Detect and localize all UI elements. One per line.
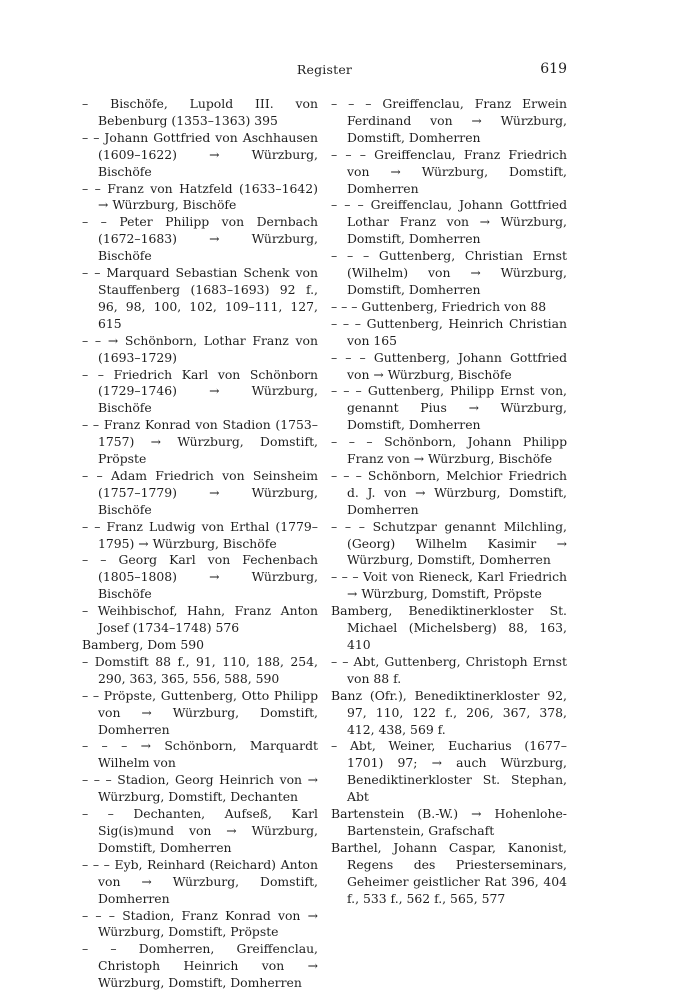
index-column-left [82, 96, 318, 992]
index-entry: – – Dechanten, Aufseß, Karl Sig(is)mund von → Würzburg, Domstift, Domherren [82, 806, 318, 855]
index-entry: – – → Schönborn, Lothar Franz von (1693–1729) [82, 332, 318, 365]
index-heading-entry: Banz (Ofr.), Benediktinerkloster 92, 97, 110, 122 f., 206, 367, 378, 412, 438, 569 f. [331, 687, 567, 737]
index-entry: – Abt, Weiner, Eucharius (1677–1701) 97; → auch Würzburg, Benediktinerkloster St. Stephan, Abt [331, 738, 567, 805]
index-entry: – – – Guttenberg, Friedrich von 88 [331, 298, 547, 314]
index-entry: – – Friedrich Karl von Schönborn (1729–1746) → Würzburg, Bischöfe [82, 366, 318, 416]
index-entry: – – – Guttenberg, Johann Gottfried von → Würzburg, Bischöfe [331, 349, 567, 382]
index-entry: – – – Stadion, Georg Heinrich von → Würzburg, Domstift, Dechanten [82, 772, 318, 805]
index-entry: – – Franz Ludwig von Erthal (1779–1795) → Würzburg, Bischöfe [82, 518, 318, 551]
running-title: Register [296, 62, 353, 77]
index-entry: – – Franz von Hatzfeld (1633–1642) → Würzburg, Bischöfe [82, 180, 318, 213]
index-heading-entry: Bamberg, Dom 590 [82, 637, 204, 652]
index-entry: – – – Guttenberg, Heinrich Christian von 165 [331, 315, 567, 348]
index-heading-entry: Bartenstein (B.-W.) → Hohenlohe-Bartenstein, Grafschaft [331, 806, 567, 838]
index-heading-entry: Barthel, Johann Caspar, Kanonist, Regens des Priesterseminars, Geheimer geistlicher Rat 396, 404 f., 533 f., 562 f., 565, 577 [331, 839, 567, 906]
index-entry: – – – Guttenberg, Christian Ernst (Wilhelm) von → Würzburg, Domstift, Domherren [331, 248, 567, 297]
index-entry: – – Adam Friedrich von Seinsheim (1757–1779) → Würzburg, Bischöfe [82, 467, 318, 517]
index-entry: – – Abt, Guttenberg, Christoph Ernst von 88 f. [331, 653, 567, 686]
index-entry: – Domstift 88 f., 91, 110, 188, 254, 290, 363, 365, 556, 588, 590 [82, 653, 318, 686]
index-entry: – – – Guttenberg, Philipp Ernst von, genannt Pius → Würzburg, Domstift, Domherren [331, 383, 567, 433]
page-header [82, 62, 567, 82]
index-entry: – – Peter Philipp von Dernbach (1672–1683) → Würzburg, Bischöfe [82, 214, 318, 264]
index-entry: – – – Greiffenclau, Franz Friedrich von → Würzburg, Domstift, Domherren [331, 146, 567, 196]
index-entry: – Bischöfe, Lupold III. von Bebenburg (1353–1363) 395 [82, 96, 318, 128]
index-heading-entry: Bamberg, Benediktinerkloster St. Michael (Michelsberg) 88, 163, 410 [331, 603, 567, 652]
index-entry: – – – Schutzpar genannt Milchling, (Georg) Wilhelm Kasimir → Würzburg, Domstift, Domherren [331, 518, 567, 568]
index-entry: – – Pröpste, Guttenberg, Otto Philipp von → Würzburg, Domstift, Domherren [82, 687, 318, 737]
index-entry: – – – → Schönborn, Marquardt Wilhelm von [82, 738, 318, 771]
page-number: 619 [540, 61, 567, 77]
index-entry: – – – Schönborn, Melchior Friedrich d. J. von → Würzburg, Domstift, Domherren [331, 467, 567, 517]
index-entry: – – – Schönborn, Johann Philipp Franz von → Würzburg, Bischöfe [331, 434, 567, 467]
index-entry: – – Georg Karl von Fechenbach (1805–1808) → Würzburg, Bischöfe [82, 552, 318, 602]
index-entry: – – – Eyb, Reinhard (Reichard) Anton von → Würzburg, Domstift, Domherren [82, 856, 318, 906]
index-entry: – – – Greiffenclau, Johann Gottfried Lothar Franz von → Würzburg, Domstift, Domherren [331, 197, 567, 247]
index-entry: – – Marquard Sebastian Schenk von Stauffenberg (1683–1693) 92 f., 96, 98, 100, 102, 109–111, 127, 615 [82, 265, 318, 331]
index-entry: – – – Stadion, Franz Konrad von → Würzburg, Domstift, Pröpste [82, 907, 318, 940]
index-entry: – – – Greiffenclau, Franz Erwein Ferdinand von → Würzburg, Domstift, Domherren [331, 96, 567, 145]
index-column-right [331, 96, 567, 908]
index-entry: – – Johann Gottfried von Aschhausen (1609–1622) → Würzburg, Bischöfe [82, 129, 318, 179]
index-entry: – – – Voit von Rieneck, Karl Friedrich → Würzburg, Domstift, Pröpste [331, 569, 567, 602]
index-entry: – – Franz Konrad von Stadion (1753–1757) → Würzburg, Domstift, Pröpste [82, 417, 318, 467]
index-entry: – – Domherren, Greiffenclau, Christoph Heinrich von → Würzburg, Domstift, Domherren [82, 941, 318, 991]
index-entry: – Weihbischof, Hahn, Franz Anton Josef (1734–1748) 576 [82, 603, 318, 636]
